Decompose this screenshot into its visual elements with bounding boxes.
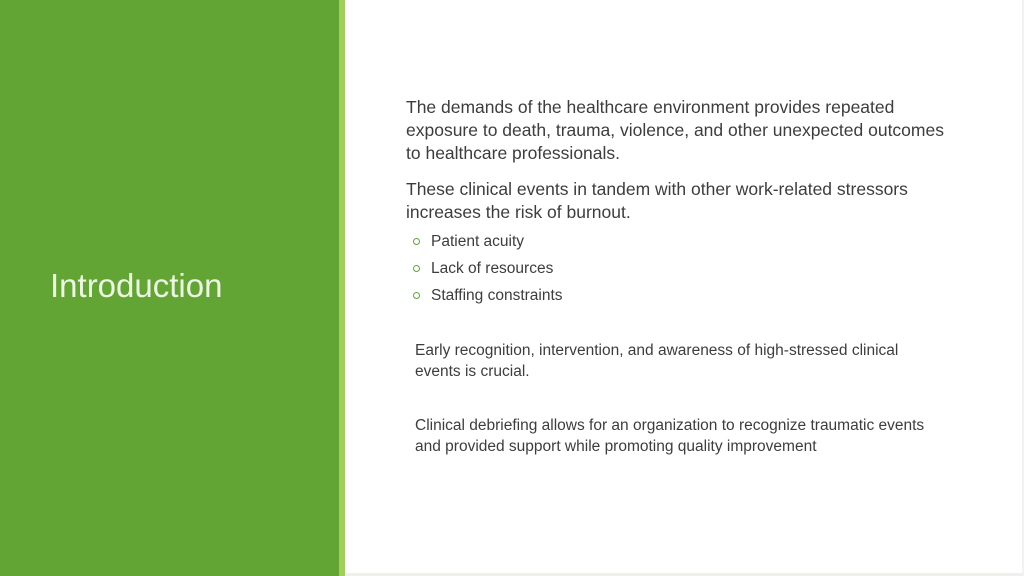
intro-paragraph: The demands of the healthcare environment provides repeated exposure to death, trauma, violence, and other unexpected outcomes to healthcare professionals. (406, 97, 944, 163)
list-item (413, 228, 946, 255)
content-area (406, 96, 946, 457)
hollow-circle-bullet-icon (413, 265, 420, 272)
accent-bar (339, 0, 345, 576)
debriefing-paragraph: Clinical debriefing allows for an organization to recognize traumatic events and provided support while promoting quality improvement (415, 417, 925, 455)
list-item-label: Staffing constraints (431, 287, 563, 304)
list-item (413, 255, 946, 282)
list-item-label: Patient acuity (431, 233, 525, 250)
stressor-list (406, 228, 946, 309)
list-item (413, 282, 946, 309)
recognition-paragraph: Early recognition, intervention, and awareness of high-stressed clinical events is crucial. (415, 342, 899, 380)
slide-title: Introduction (50, 267, 223, 304)
title-panel (0, 0, 339, 576)
burnout-paragraph: These clinical events in tandem with other work-related stressors increases the risk of burnout. (406, 179, 908, 222)
hollow-circle-bullet-icon (413, 238, 420, 245)
list-item-label: Lack of resources (431, 260, 554, 277)
hollow-circle-bullet-icon (413, 292, 420, 299)
